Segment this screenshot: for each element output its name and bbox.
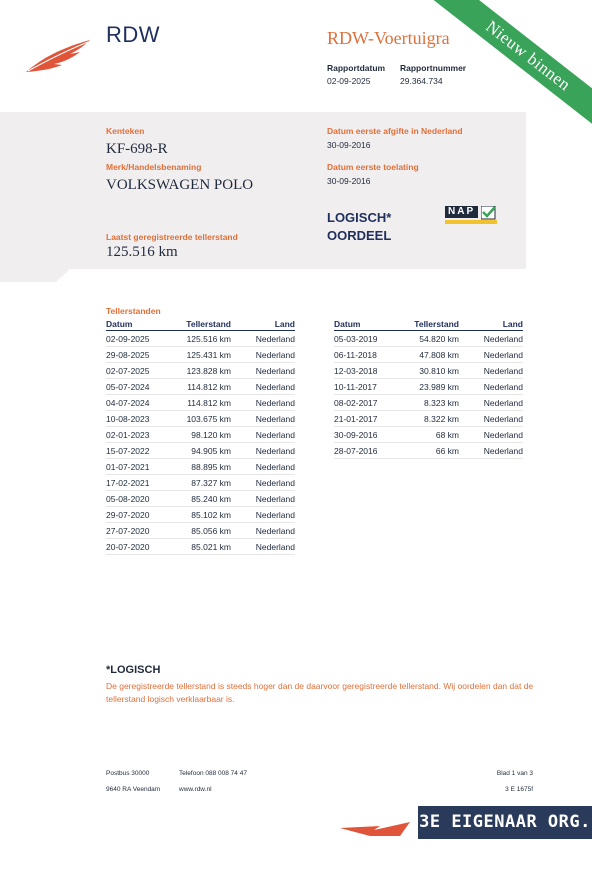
row-datum: 29-08-2025 bbox=[106, 347, 168, 363]
footnote-title: *LOGISCH bbox=[106, 664, 161, 676]
row-tellerstand: 123.828 km bbox=[168, 363, 231, 379]
row-land: Nederland bbox=[231, 347, 295, 363]
row-tellerstand: 94.905 km bbox=[168, 443, 231, 459]
merk-label: Merk/Handelsbenaming bbox=[106, 162, 202, 172]
row-land: Nederland bbox=[231, 523, 295, 539]
row-land: Nederland bbox=[459, 411, 523, 427]
row-tellerstand: 114.812 km bbox=[168, 379, 231, 395]
row-datum: 02-01-2023 bbox=[106, 427, 168, 443]
row-land: Nederland bbox=[231, 539, 295, 555]
checkmark-icon bbox=[481, 206, 497, 220]
tellerstanden-table-left bbox=[106, 318, 295, 555]
row-datum: 06-11-2018 bbox=[334, 347, 396, 363]
row-tellerstand: 98.120 km bbox=[168, 427, 231, 443]
row-land: Nederland bbox=[231, 491, 295, 507]
col-datum: Datum bbox=[334, 318, 396, 331]
row-land: Nederland bbox=[459, 427, 523, 443]
table-row bbox=[106, 459, 295, 475]
row-land: Nederland bbox=[459, 331, 523, 347]
row-land: Nederland bbox=[231, 443, 295, 459]
oordeel-line2: OORDEEL bbox=[327, 228, 392, 243]
row-datum: 10-11-2017 bbox=[334, 379, 396, 395]
row-tellerstand: 47.808 km bbox=[396, 347, 459, 363]
footer-postbus: Postbus 30000 bbox=[106, 770, 150, 777]
row-tellerstand: 54.820 km bbox=[396, 331, 459, 347]
row-datum: 30-09-2016 bbox=[334, 427, 396, 443]
tellerstand-value: 125.516 km bbox=[106, 244, 178, 260]
table-row bbox=[106, 475, 295, 491]
row-land: Nederland bbox=[459, 347, 523, 363]
rdw-feather-logo-icon bbox=[24, 36, 96, 74]
nap-text: NAP bbox=[445, 206, 478, 218]
oordeel-line1: LOGISCH* bbox=[327, 210, 392, 225]
table-row bbox=[334, 363, 523, 379]
kenteken-value: KF-698-R bbox=[106, 141, 168, 157]
footer-plaats: 9640 RA Veendam bbox=[106, 786, 161, 793]
rapportnummer-label: Rapportnummer bbox=[400, 63, 467, 73]
row-land: Nederland bbox=[459, 379, 523, 395]
table-row bbox=[334, 347, 523, 363]
row-datum: 01-07-2021 bbox=[106, 459, 168, 475]
table-row bbox=[106, 331, 295, 347]
table-row bbox=[106, 523, 295, 539]
tellerstanden-label: Tellerstanden bbox=[106, 306, 161, 316]
row-datum: 05-07-2024 bbox=[106, 379, 168, 395]
row-tellerstand: 87.327 km bbox=[168, 475, 231, 491]
row-tellerstand: 8.323 km bbox=[396, 395, 459, 411]
row-datum: 08-02-2017 bbox=[334, 395, 396, 411]
row-land: Nederland bbox=[231, 411, 295, 427]
col-tellerstand: Tellerstand bbox=[168, 318, 231, 331]
row-tellerstand: 8.322 km bbox=[396, 411, 459, 427]
table-row bbox=[106, 411, 295, 427]
row-tellerstand: 30.810 km bbox=[396, 363, 459, 379]
footer-blad: Blad 1 van 3 bbox=[496, 770, 533, 777]
tellerstand-label: Laatst geregistreerde tellerstand bbox=[106, 232, 238, 242]
merk-value: VOLKSWAGEN POLO bbox=[106, 177, 254, 193]
row-datum: 02-09-2025 bbox=[106, 331, 168, 347]
row-tellerstand: 23.989 km bbox=[396, 379, 459, 395]
row-land: Nederland bbox=[231, 379, 295, 395]
row-land: Nederland bbox=[231, 331, 295, 347]
row-land: Nederland bbox=[231, 363, 295, 379]
row-land: Nederland bbox=[231, 507, 295, 523]
row-datum: 21-01-2017 bbox=[334, 411, 396, 427]
row-land: Nederland bbox=[231, 459, 295, 475]
footer-telefoon: Telefoon 088 008 74 47 bbox=[179, 770, 247, 777]
row-tellerstand: 85.056 km bbox=[168, 523, 231, 539]
table-row bbox=[106, 395, 295, 411]
row-land: Nederland bbox=[231, 395, 295, 411]
table-row bbox=[106, 491, 295, 507]
table-row bbox=[334, 395, 523, 411]
nap-logo bbox=[445, 206, 497, 226]
row-tellerstand: 103.675 km bbox=[168, 411, 231, 427]
row-datum: 05-08-2020 bbox=[106, 491, 168, 507]
toelating-value: 30-09-2016 bbox=[327, 176, 371, 186]
table-row bbox=[334, 443, 523, 459]
tellerstanden-table-right bbox=[334, 318, 523, 459]
table-row bbox=[334, 411, 523, 427]
footer-website[interactable]: www.rdw.nl bbox=[179, 786, 212, 793]
table-row bbox=[334, 379, 523, 395]
table-row bbox=[106, 443, 295, 459]
row-land: Nederland bbox=[231, 427, 295, 443]
table-row bbox=[106, 539, 295, 555]
row-tellerstand: 85.102 km bbox=[168, 507, 231, 523]
row-tellerstand: 85.021 km bbox=[168, 539, 231, 555]
row-datum: 05-03-2019 bbox=[334, 331, 396, 347]
row-datum: 02-07-2025 bbox=[106, 363, 168, 379]
row-datum: 15-07-2022 bbox=[106, 443, 168, 459]
row-tellerstand: 114.812 km bbox=[168, 395, 231, 411]
row-tellerstand: 66 km bbox=[396, 443, 459, 459]
row-tellerstand: 125.516 km bbox=[168, 331, 231, 347]
eigenaar-banner: 3E EIGENAAR ORG. NL bbox=[418, 806, 592, 839]
row-tellerstand: 125.431 km bbox=[168, 347, 231, 363]
footnote-text: De geregistreerde tellerstand is steeds hoger dan de daarvoor geregistreerde tellerstand. Wij oordelen dan dat de tellerstand logisch verklaarbaar is. bbox=[106, 681, 534, 704]
panel-corner-shape bbox=[0, 269, 70, 283]
row-land: Nederland bbox=[231, 475, 295, 491]
row-datum: 10-08-2023 bbox=[106, 411, 168, 427]
table-row bbox=[334, 331, 523, 347]
row-datum: 12-03-2018 bbox=[334, 363, 396, 379]
document-title: RDW-Voertuigra bbox=[327, 28, 450, 48]
table-row bbox=[334, 427, 523, 443]
row-datum: 17-02-2021 bbox=[106, 475, 168, 491]
row-datum: 29-07-2020 bbox=[106, 507, 168, 523]
row-tellerstand: 88.895 km bbox=[168, 459, 231, 475]
row-land: Nederland bbox=[459, 443, 523, 459]
kenteken-label: Kenteken bbox=[106, 126, 145, 136]
banner-swoosh-icon bbox=[340, 816, 424, 838]
table-row bbox=[106, 363, 295, 379]
table-row bbox=[106, 347, 295, 363]
logo-text: RDW bbox=[106, 22, 161, 47]
row-tellerstand: 68 km bbox=[396, 427, 459, 443]
toelating-label: Datum eerste toelating bbox=[327, 162, 419, 172]
nieuw-binnen-ribbon: Nieuw binnen bbox=[417, 0, 592, 147]
row-datum: 20-07-2020 bbox=[106, 539, 168, 555]
table-row bbox=[106, 379, 295, 395]
row-land: Nederland bbox=[459, 363, 523, 379]
rapportdatum-label: Rapportdatum bbox=[327, 63, 386, 73]
row-tellerstand: 85.240 km bbox=[168, 491, 231, 507]
row-datum: 27-07-2020 bbox=[106, 523, 168, 539]
row-datum: 04-07-2024 bbox=[106, 395, 168, 411]
col-tellerstand: Tellerstand bbox=[396, 318, 459, 331]
col-land: Land bbox=[231, 318, 295, 331]
nap-yellow-bar bbox=[445, 220, 497, 224]
rapportnummer-value: 29.364.734 bbox=[400, 76, 443, 86]
col-datum: Datum bbox=[106, 318, 168, 331]
rapportdatum-value: 02-09-2025 bbox=[327, 76, 371, 86]
table-row bbox=[106, 427, 295, 443]
row-land: Nederland bbox=[459, 395, 523, 411]
afgifte-label: Datum eerste afgifte in Nederland bbox=[327, 126, 463, 136]
afgifte-value: 30-09-2016 bbox=[327, 140, 371, 150]
row-datum: 28-07-2016 bbox=[334, 443, 396, 459]
col-land: Land bbox=[459, 318, 523, 331]
oordeel-heading bbox=[327, 209, 391, 245]
table-row bbox=[106, 507, 295, 523]
footer-code: 3 E 1675f bbox=[505, 786, 533, 793]
